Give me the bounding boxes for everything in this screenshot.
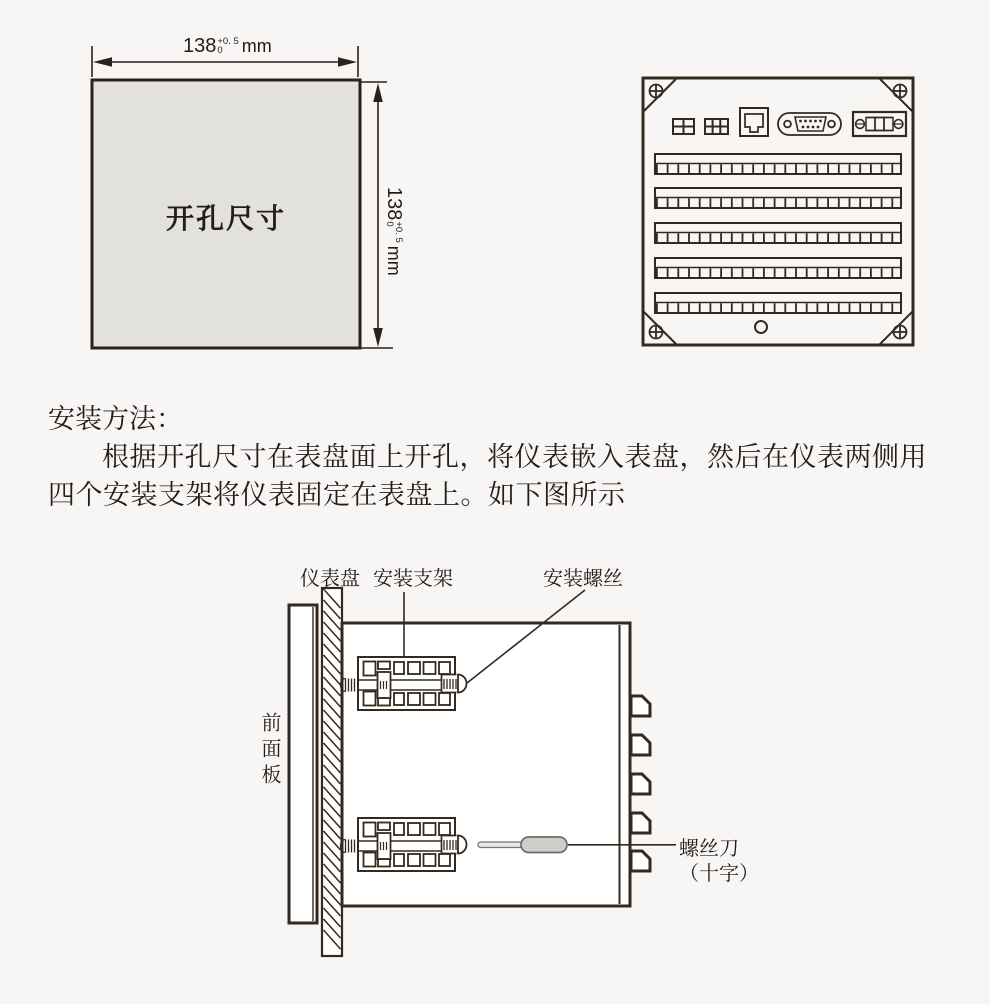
- rear-terminal-tab: [631, 813, 650, 833]
- label-panel: 仪表盘: [300, 568, 360, 590]
- width-dim-text: [183, 37, 272, 56]
- dim-tolerance: +0. 5 0: [384, 221, 404, 243]
- rj45-port: [740, 108, 768, 136]
- label-front-panel: 前面板: [258, 712, 280, 790]
- terminal-strip: [655, 223, 901, 243]
- instruction-paragraph: 根据开孔尺寸在表盘面上开孔，将仪表嵌入表盘，然后在仪表两侧用四个安装支架将仪表固定在表盘上。如下图所示: [48, 442, 927, 510]
- vent-hole: [755, 321, 767, 333]
- screw-icon: [894, 85, 907, 98]
- db9-port: [778, 113, 841, 135]
- terminal-strip: [655, 293, 901, 313]
- side-install-figure: [289, 588, 676, 956]
- dim-value: 138: [383, 187, 405, 221]
- label-screwdriver: 螺丝刀: [679, 838, 739, 860]
- mounting-bracket-bottom: [341, 818, 467, 871]
- screw-head: [458, 836, 467, 854]
- rear-terminal-tab: [631, 735, 650, 755]
- dim-value: 138: [183, 35, 217, 57]
- screw-icon: [650, 85, 663, 98]
- connector-grid-2x2: [673, 119, 694, 134]
- screw-head: [458, 675, 467, 693]
- power-terminal: [853, 112, 906, 136]
- screw-icon: [650, 326, 663, 339]
- install-instructions: [48, 400, 948, 514]
- dim-unit: mm: [384, 245, 404, 276]
- rear-terminal-tab: [631, 696, 650, 716]
- dim-tolerance: +0. 5 0: [217, 36, 239, 56]
- terminal-strip: [655, 188, 901, 208]
- height-dim-text: [384, 187, 403, 276]
- screw-icon: [894, 326, 907, 339]
- terminal-strips: [655, 154, 901, 313]
- terminal-strip: [655, 154, 901, 174]
- connector-grid-3x2: [705, 119, 728, 134]
- label-screw: 安装螺丝: [543, 568, 623, 590]
- db9-pins: [799, 120, 822, 129]
- rear-terminal-tab: [631, 851, 650, 871]
- section-heading: 安装方法：: [48, 404, 183, 434]
- label-bracket: 安装支架: [373, 568, 453, 590]
- dim-unit: mm: [241, 36, 272, 56]
- mounting-bracket-top: [341, 657, 467, 710]
- label-screwdriver-type: （十字）: [679, 863, 759, 885]
- rear-panel-figure: [643, 78, 913, 345]
- cutout-square-label: 开孔尺寸: [165, 204, 286, 235]
- rear-terminal-tab: [631, 774, 650, 794]
- terminal-strip: [655, 258, 901, 278]
